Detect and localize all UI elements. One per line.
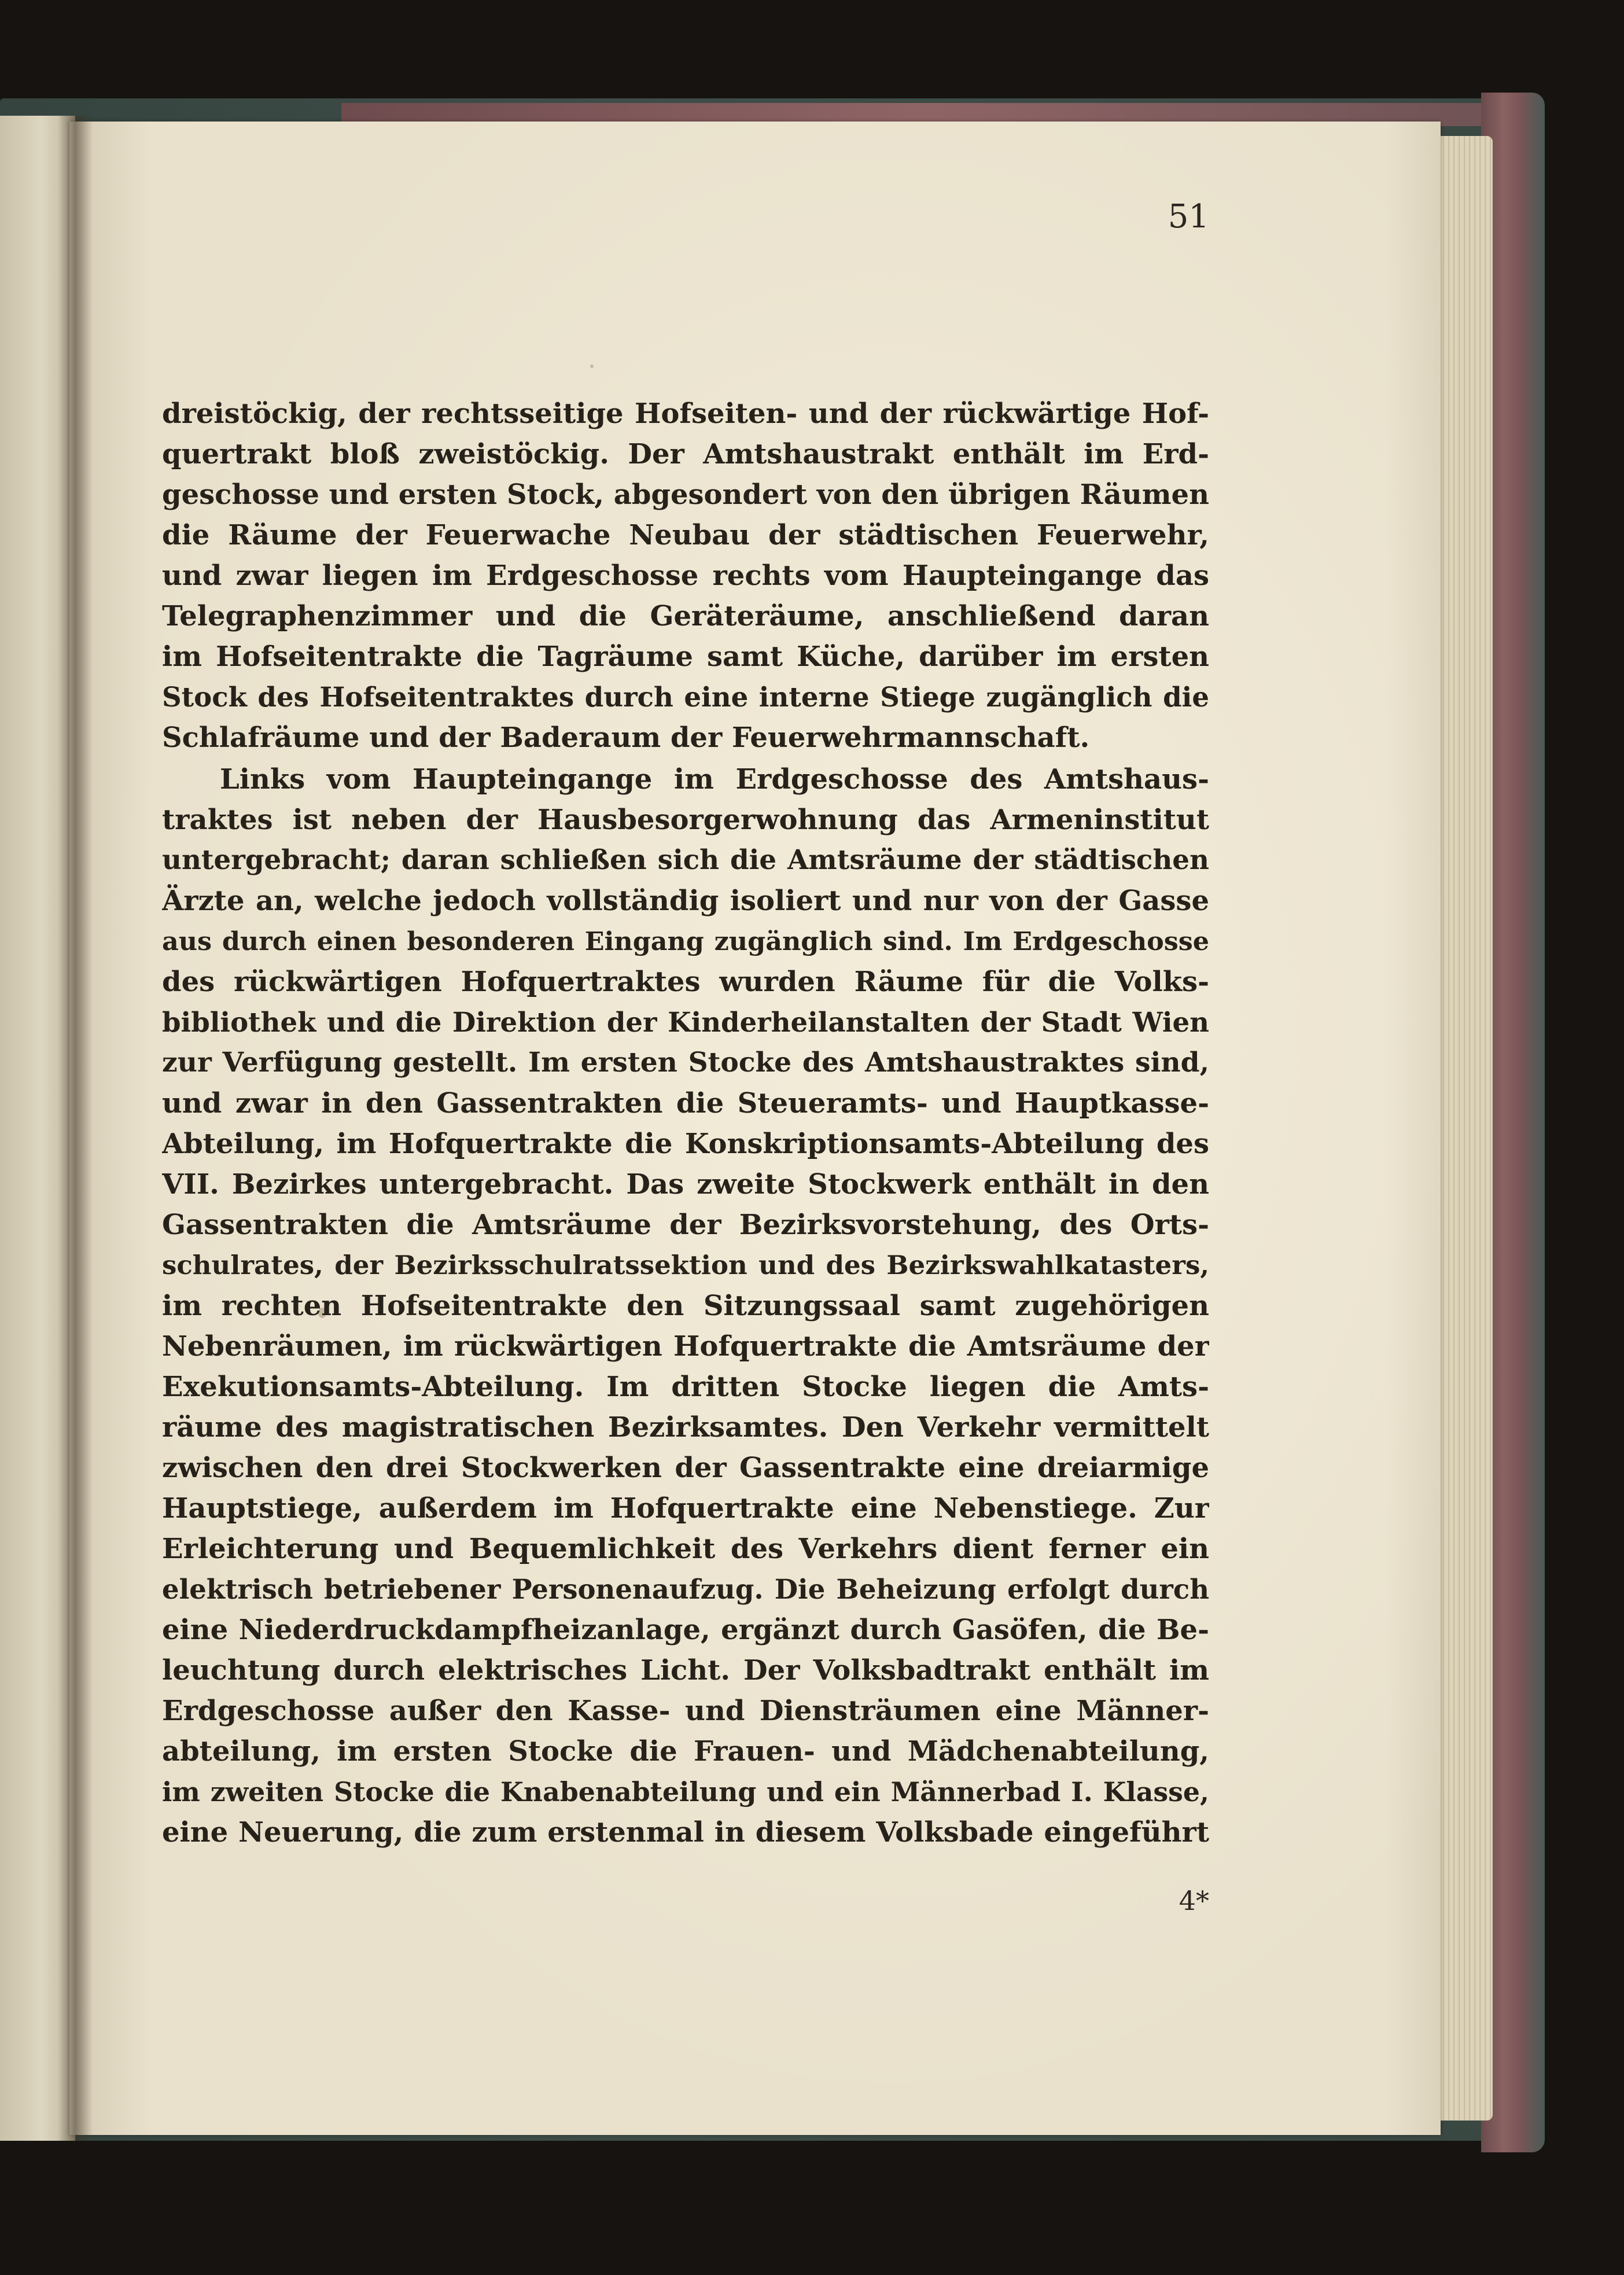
text-line: Telegraphenzimmer und die Geräteräume, anschließend daran — [162, 600, 1209, 632]
text-line: untergebracht; daran schließen sich die Amtsräume der städtischen — [162, 844, 1209, 876]
text-line: leuchtung durch elektrisches Licht. Der Volksbadtrakt enthält im — [162, 1654, 1209, 1687]
body-text — [162, 392, 1209, 1873]
text-line: geschosse und ersten Stock, abgesondert von den übrigen Räumen — [162, 478, 1209, 511]
text-line: und zwar liegen im Erdgeschosse rechts vom Haupteingange das — [162, 559, 1209, 592]
text-line: Erdgeschosse außer den Kasse- und Diensträumen eine Männer- — [162, 1695, 1209, 1727]
text-line: quertrakt bloß zweistöckig. Der Amtshaustrakt enthält im Erd- — [162, 438, 1209, 470]
text-line: Schlafräume und der Baderaum der Feuerwehrmannschaft. — [162, 721, 1090, 754]
page-number: 51 — [1168, 198, 1209, 235]
text-line: im rechten Hofseitentrakte den Sitzungssaal samt zugehörigen — [162, 1290, 1209, 1322]
text-line: Ärzte an, welche jedoch vollständig isoliert und nur von der Gasse — [162, 885, 1209, 917]
text-line: Exekutionsamts-Abteilung. Im dritten Stocke liegen die Amts- — [162, 1371, 1209, 1403]
paper-spot — [590, 365, 594, 368]
text-line: im zweiten Stocke die Knabenabteilung und ein Männerbad I. Klasse, — [162, 1776, 1209, 1808]
text-line: Abteilung, im Hofquertrakte die Konskriptionsamts-Abteilung des — [162, 1128, 1209, 1160]
text-line: des rückwärtigen Hofquertraktes wurden Räume für die Volks- — [162, 966, 1209, 998]
text-line: Gassentrakten die Amtsräume der Bezirksvorstehung, des Orts- — [162, 1209, 1209, 1241]
text-line: traktes ist neben der Hausbesorgerwohnung das Armeninstitut — [162, 804, 1209, 836]
text-line: aus durch einen besonderen Eingang zugänglich sind. Im Erdgeschosse — [162, 926, 1209, 956]
signature-mark: 4* — [1179, 1885, 1209, 1916]
text-line: schulrates, der Bezirksschulratssektion und des Bezirkswahlkatasters, — [162, 1250, 1209, 1280]
text-line: eine Neuerung, die zum erstenmal in diesem Volksbade eingeführt — [162, 1816, 1209, 1849]
text-line: Hauptstiege, außerdem im Hofquertrakte eine Nebenstiege. Zur — [162, 1492, 1209, 1525]
text-line: abteilung, im ersten Stocke die Frauen- und Mädchenabteilung, — [162, 1735, 1209, 1768]
text-line: elektrisch betriebener Personenaufzug. Die Beheizung erfolgt durch — [162, 1573, 1209, 1605]
text-line: eine Niederdruckdampfheizanlage, ergänzt durch Gasöfen, die Be- — [162, 1614, 1209, 1646]
text-line: räume des magistratischen Bezirksamtes. Den Verkehr vermittelt — [162, 1411, 1209, 1444]
text-line: VII. Bezirkes untergebracht. Das zweite Stockwerk enthält in den — [162, 1168, 1209, 1201]
text-line: Links vom Haupteingange im Erdgeschosse des Amtshaus- — [220, 763, 1209, 796]
text-line: bibliothek und die Direktion der Kinderheilanstalten der Stadt Wien — [162, 1006, 1209, 1038]
text-line: Nebenräumen, im rückwärtigen Hofquertrakte die Amtsräume der — [162, 1330, 1209, 1363]
text-line: zwischen den drei Stockwerken der Gassentrakte eine dreiarmige — [162, 1452, 1209, 1484]
text-line: Erleichterung und Bequemlichkeit des Verkehrs dient ferner ein — [162, 1533, 1209, 1565]
text-line: dreistöckig, der rechtsseitige Hofseiten- und der rückwärtige Hof- — [162, 397, 1209, 430]
page-gutter-shadow — [58, 116, 93, 2141]
text-line: zur Verfügung gestellt. Im ersten Stocke des Amtshaustraktes sind, — [162, 1047, 1209, 1078]
text-line: und zwar in den Gassentrakten die Steueramts- und Hauptkasse- — [162, 1087, 1209, 1120]
text-line: Stock des Hofseitentraktes durch eine interne Stiege zugänglich die — [162, 681, 1209, 713]
text-line: im Hofseitentrakte die Tagräume samt Küche, darüber im ersten — [162, 640, 1209, 673]
text-line: die Räume der Feuerwache Neubau der städtischen Feuerwehr, — [162, 519, 1209, 551]
